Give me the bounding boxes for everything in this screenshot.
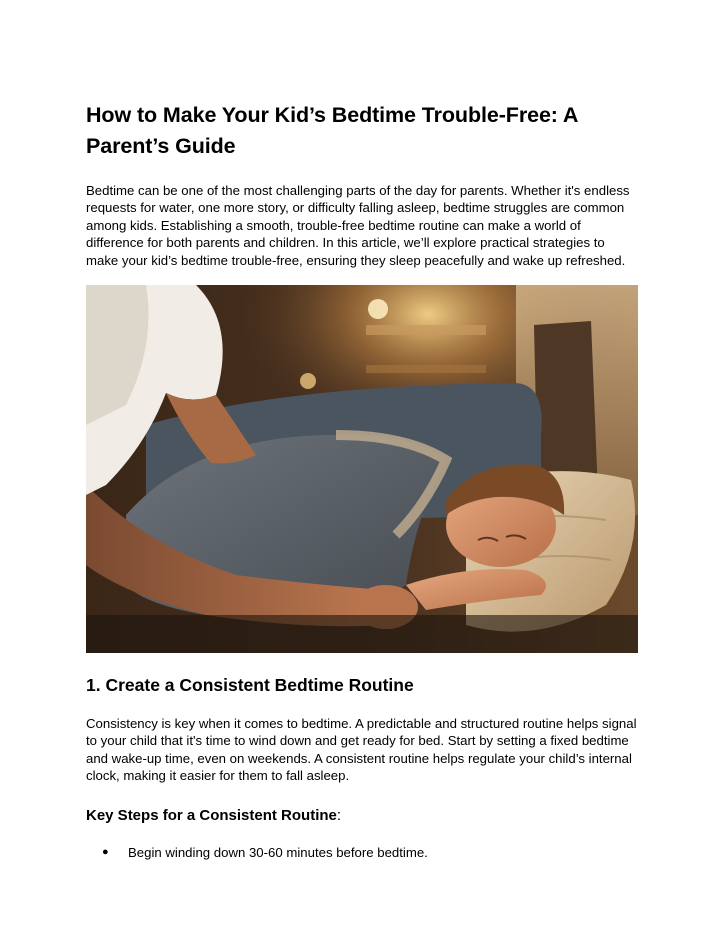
list-item-text: Begin winding down 30-60 minutes before bedtime.: [128, 844, 428, 860]
list-item: [86, 844, 638, 861]
subheading-colon: :: [336, 806, 342, 824]
section-1-subheading: [86, 805, 638, 826]
bullet-icon: ●: [102, 845, 109, 858]
section-1-heading: 1. Create a Consistent Bedtime Routine: [86, 675, 414, 696]
article-content: [86, 100, 638, 861]
key-steps-list: [86, 844, 638, 861]
article-title: How to Make Your Kid’s Bedtime Trouble-Free: A Parent’s Guide: [86, 103, 578, 158]
section-1-paragraph: Consistency is key when it comes to bedtime. A predictable and structured routine helps signal to your child that it's time to wind down and get ready for bed. Start by setting a fixed bedtime and wake-up time, even on weekends. A consistent routine helps regulate your child’s internal clock, making it easier for them to fall asleep.: [86, 716, 637, 784]
subheading-text: Key Steps for a Consistent Routine: [86, 806, 337, 824]
hero-photo-parent-tucking-child: [86, 285, 638, 653]
intro-paragraph: Bedtime can be one of the most challenging parts of the day for parents. Whether it's endless requests for water, one more story, or difficulty falling asleep, bedtime struggles are common among kids. Establishing a smooth, trouble-free bedtime routine can make a world of difference for both parents and children. In this article, we’ll explore practical strategies to make your kid’s bedtime trouble-free, ensuring they sleep peacefully and wake up refreshed.: [86, 183, 630, 268]
